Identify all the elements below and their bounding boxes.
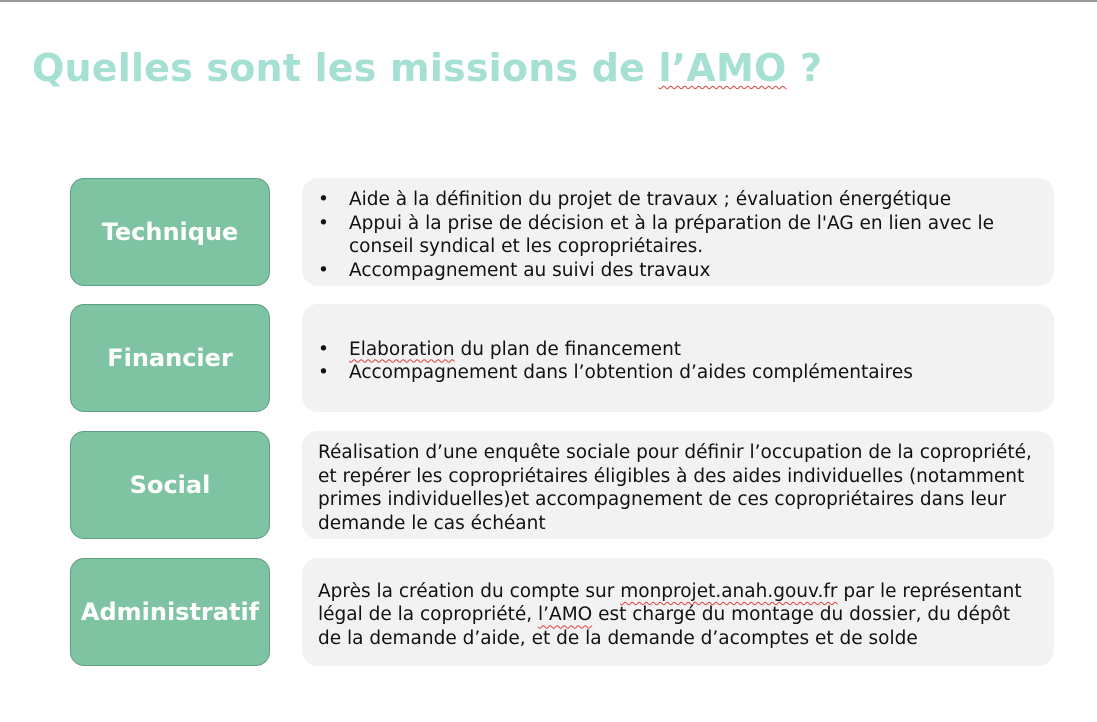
mission-row-financier	[0, 304, 1097, 412]
bullet-item: • Accompagnement au suivi des travaux	[318, 259, 1036, 283]
bullet-text: du plan de financement	[454, 338, 682, 360]
mission-row-technique	[0, 178, 1097, 286]
bullet-item	[318, 338, 1036, 362]
title-amo: l’AMO	[658, 46, 787, 90]
admin-text-c: est chargé du montage du dossier, du dépôt de la demande d’aide, et de la demande d’acomptes et de solde	[318, 604, 1011, 649]
social-paragraph: Réalisation d’une enquête sociale pour définir l’occupation de la copropriété, et repérer les copropriétaires éligibles à des aides individuelles (notamment primes individuelles)et accompagnement de ces copropriétaires dans leur demande le cas échéant	[318, 442, 1032, 534]
slide-title	[32, 46, 822, 90]
mission-row-administratif	[0, 558, 1097, 666]
admin-text-a: Après la création du compte sur	[318, 580, 621, 602]
mission-description-social	[302, 431, 1054, 539]
mission-label-administratif: Administratif	[70, 558, 270, 666]
bullet-item: • Accompagnement dans l’obtention d’aides complémentaires	[318, 361, 1036, 385]
top-border-line	[0, 0, 1097, 2]
elaboration-word: Elaboration	[349, 338, 455, 360]
title-suffix: ?	[786, 46, 823, 90]
admin-text-b: par le représentant légal de la copropriété,	[318, 580, 1022, 626]
mission-description-technique	[302, 178, 1054, 286]
administratif-paragraph	[318, 580, 1036, 651]
mission-description-administratif	[302, 558, 1054, 666]
admin-amo: l’AMO	[538, 604, 593, 626]
title-prefix: Quelles sont les missions de	[32, 46, 659, 90]
financier-bullet-list	[318, 338, 1036, 385]
anah-url: monprojet.anah.gouv.fr	[620, 580, 838, 602]
mission-label-financier: Financier	[70, 304, 270, 412]
mission-description-financier	[302, 304, 1054, 412]
technique-bullet-list	[318, 188, 1036, 282]
bullet-item: • Aide à la définition du projet de travaux ; évaluation énergétique	[318, 188, 1036, 212]
mission-label-technique: Technique	[70, 178, 270, 286]
mission-label-social: Social	[70, 431, 270, 539]
bullet-item: • Appui à la prise de décision et à la préparation de l'AG en lien avec le conseil syndical et les copropriétaires.	[318, 212, 1036, 259]
mission-row-social	[0, 431, 1097, 539]
